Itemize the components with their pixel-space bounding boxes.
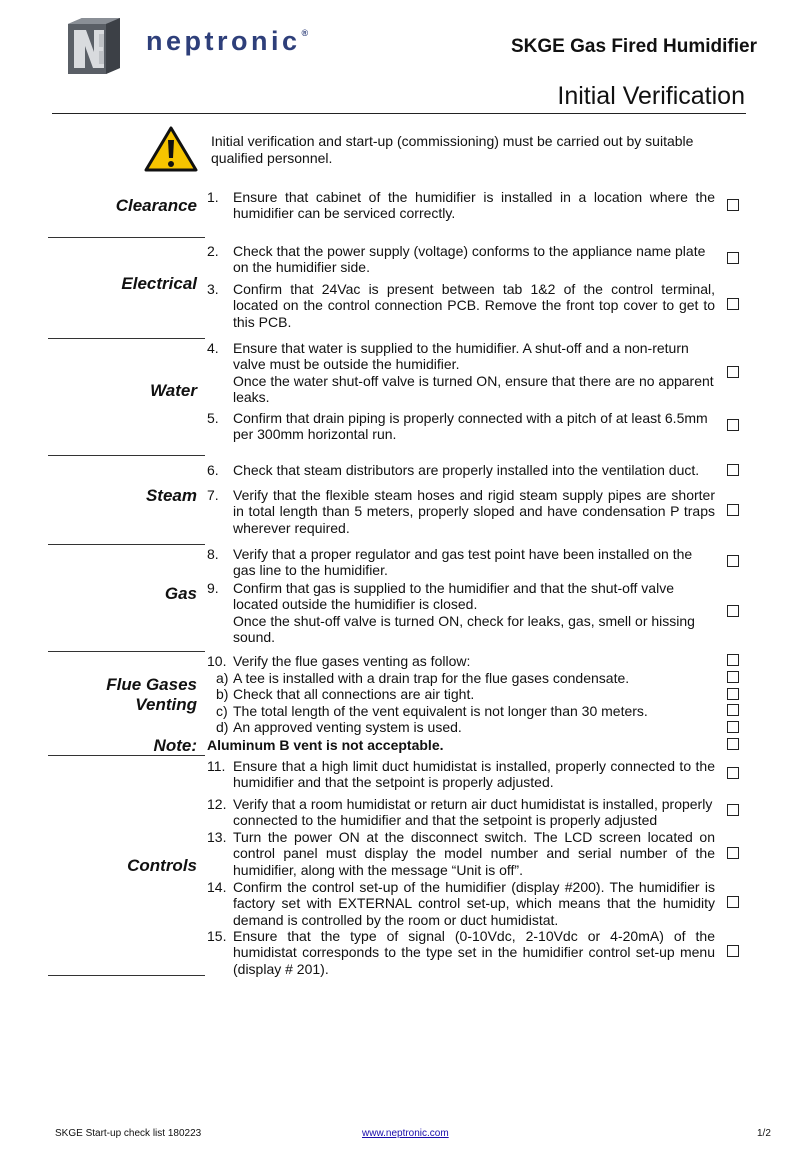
title-divider (52, 113, 746, 114)
checklist-item-4: 4. Ensure that water is supplied to the humidifier. A shut-off and a non-return valve must be outside the humidifier. Once the water shut-off valve is turned ON, ensure that there are no apparent leaks. (207, 340, 714, 406)
checkbox-item-10[interactable] (727, 654, 739, 666)
category-flue-gases-venting: Flue Gases Venting (106, 675, 197, 714)
warning-triangle-icon (144, 126, 198, 172)
category-controls: Controls (127, 856, 197, 875)
checkbox-item-13[interactable] (727, 847, 739, 859)
checklist-item-10: 10. Verify the flue gases venting as follow: (207, 653, 471, 669)
checklist-item-5: 5. Confirm that drain piping is properly connected with a pitch of at least 6.5mm per 300mm horizontal run. (207, 410, 708, 443)
checkbox-item-10d[interactable] (727, 721, 739, 733)
checkbox-item-10a[interactable] (727, 671, 739, 683)
checklist-item-10b: b) Check that all connections are air tight. (216, 686, 475, 702)
checklist-item-12: 12. Verify that a room humidistat or return air duct humidistat is installed, properly connected to the humidifier and that the setpoint is properly adjusted (207, 796, 713, 829)
category-electrical: Electrical (121, 274, 197, 293)
neptronic-logo-icon (68, 18, 120, 74)
footer-document-id: SKGE Start-up check list 180223 (55, 1128, 202, 1139)
section-divider (48, 338, 205, 339)
checklist-item-8: 8. Verify that a proper regulator and gas test point have been installed on the gas line to the humidifier. (207, 546, 693, 579)
checkbox-item-7[interactable] (727, 504, 739, 516)
checkbox-item-6[interactable] (727, 464, 739, 476)
document-title: SKGE Gas Fired Humidifier (511, 36, 757, 57)
checkbox-item-1[interactable] (727, 199, 739, 211)
checklist-item-15: 15. Ensure that the type of signal (0-10Vdc, 2-10Vdc or 4-20mA) of the humidistat corresponds to the type set in the humidifier control set-up menu (display # 201). (207, 928, 715, 977)
checklist-item-14: 14. Confirm the control set-up of the humidifier (display #200). The humidifier is factory set with EXTERNAL control set-up, which means that the humidity demand is controlled by the room or duct humidistat. (207, 879, 715, 928)
checkbox-item-8[interactable] (727, 555, 739, 567)
brand-name: neptronic® (146, 26, 309, 56)
checkbox-item-14[interactable] (727, 896, 739, 908)
checklist-item-9: 9. Confirm that gas is supplied to the humidifier and that the shut-off valve located outside the humidifier is closed. Once the shut-off valve is turned ON, check for leaks, gas, smell or hissing sound. (207, 580, 695, 646)
section-divider (48, 975, 205, 976)
checklist-item-7: 7. Verify that the flexible steam hoses and rigid steam supply pipes are shorter in total length than 5 meters, properly sloped and have condensation P traps wherever required. (207, 487, 715, 536)
checklist-item-2: 2. Check that the power supply (voltage) conforms to the appliance name plate on the humidifier side. (207, 243, 706, 276)
footer-website-link[interactable]: www.neptronic.com (362, 1128, 449, 1139)
checkbox-item-9[interactable] (727, 605, 739, 617)
checklist-item-1: 1. Ensure that cabinet of the humidifier is installed in a location where the humidifier can be serviced correctly. (207, 189, 715, 222)
checkbox-item-3[interactable] (727, 298, 739, 310)
checklist-item-10d: d) An approved venting system is used. (216, 719, 462, 735)
category-note: Note: (153, 736, 197, 755)
checkbox-item-12[interactable] (727, 804, 739, 816)
checkbox-item-4[interactable] (727, 366, 739, 378)
category-gas: Gas (164, 584, 197, 603)
checklist-item-13: 13. Turn the power ON at the disconnect switch. The LCD screen located on control panel must display the model number and serial number of the humidifier, along with the message “Unit is off”. (207, 829, 715, 878)
checklist-item-6: 6. Check that steam distributors are properly installed into the ventilation duct. (207, 462, 700, 478)
checkbox-note[interactable] (727, 738, 739, 750)
section-divider (48, 544, 205, 545)
checkbox-item-15[interactable] (727, 945, 739, 957)
checkbox-item-10c[interactable] (727, 704, 739, 716)
section-divider (48, 755, 205, 756)
section-divider (48, 237, 205, 238)
checkbox-item-11[interactable] (727, 767, 739, 779)
footer-page-number: 1/2 (757, 1128, 771, 1139)
category-water: Water (150, 381, 197, 400)
checklist-item-11: 11. Ensure that a high limit duct humidistat is installed, properly connected to the humidifier and that the setpoint is properly adjusted. (207, 758, 715, 791)
checkbox-item-10b[interactable] (727, 688, 739, 700)
section-divider (48, 651, 205, 652)
category-clearance: Clearance (115, 196, 197, 215)
category-steam: Steam (145, 486, 197, 505)
checklist-item-3: 3. Confirm that 24Vac is present between tab 1&2 of the control terminal, located on the control connection PCB. Remove the front top cover to get to this PCB. (207, 281, 715, 330)
section-divider (48, 455, 205, 456)
checklist-item-10c: c) The total length of the vent equivalent is not longer than 30 meters. (216, 703, 648, 719)
checkbox-item-2[interactable] (727, 252, 739, 264)
warning-text: Initial verification and start-up (commissioning) must be carried out by suitable qualified personnel. (211, 133, 694, 166)
checkbox-item-5[interactable] (727, 419, 739, 431)
checklist-item-10a: a) A tee is installed with a drain trap for the flue gases condensate. (216, 670, 630, 686)
section-title: Initial Verification (557, 82, 745, 110)
note-text: Aluminum B vent is not acceptable. (207, 737, 444, 753)
